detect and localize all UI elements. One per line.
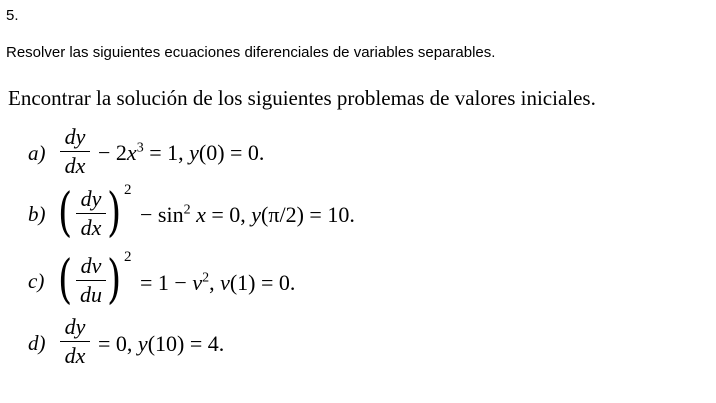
fraction-denominator: dx: [64, 153, 86, 178]
exercise-number: 5.: [6, 7, 19, 24]
right-paren: ): [107, 183, 122, 243]
eq-exponent: 2: [183, 202, 191, 218]
problem-c: [28, 251, 428, 311]
problem-label: b): [28, 202, 46, 226]
fraction-denominator: dx: [64, 343, 86, 368]
fraction-denominator: du: [80, 282, 102, 307]
fraction-numerator: dy: [80, 186, 102, 211]
derivative-fraction: [76, 253, 106, 308]
eq-var: v: [192, 270, 203, 295]
fraction-bar: [60, 151, 90, 152]
eq-text: = 1,: [143, 140, 190, 165]
eq-text: = 1 −: [140, 270, 193, 295]
eq-text: (10) = 4.: [147, 331, 225, 356]
eq-var: y: [137, 331, 148, 356]
exercise-instruction: Resolver las siguientes ecuaciones diferenciales de variables separables.: [6, 44, 496, 61]
fraction-bar: [76, 213, 106, 214]
eq-text: (1) = 0.: [229, 270, 296, 295]
equation-rest: [140, 270, 295, 296]
fraction-numerator: dy: [64, 314, 86, 339]
fraction-numerator: dv: [80, 253, 102, 278]
right-paren: ): [107, 250, 122, 310]
eq-text: = 0,: [98, 331, 138, 356]
eq-text: − sin: [140, 202, 184, 227]
problem-label: c): [28, 269, 45, 293]
eq-var: y: [189, 140, 199, 165]
derivative-fraction: [60, 124, 90, 179]
eq-exponent: 2: [202, 270, 210, 286]
equation-rest: [98, 140, 264, 166]
eq-var: x: [196, 202, 206, 227]
fraction-numerator: dy: [64, 124, 86, 149]
eq-text: (0) = 0.: [198, 140, 265, 165]
problem-a: [28, 124, 428, 184]
equation-rest: [98, 331, 224, 357]
eq-var: v: [220, 270, 230, 295]
fraction-bar: [60, 341, 90, 342]
eq-var: x: [126, 140, 137, 165]
problem-b: [28, 182, 448, 245]
left-paren: (: [58, 183, 73, 243]
eq-exponent: 3: [136, 140, 144, 156]
fraction-denominator: dx: [80, 215, 102, 240]
problem-d: [28, 314, 328, 374]
eq-text: = 0,: [205, 202, 252, 227]
fraction-bar: [76, 280, 106, 281]
eq-text: − 2: [98, 140, 127, 165]
left-paren: (: [58, 250, 73, 310]
problem-intro: Encontrar la solución de los siguientes problemas de valores iniciales.: [8, 86, 596, 110]
eq-text: (π/2) = 10.: [261, 202, 355, 227]
problem-label: a): [28, 141, 46, 165]
eq-var: y: [251, 202, 262, 227]
problem-label: d): [28, 331, 46, 355]
derivative-fraction: [76, 186, 106, 241]
equation-rest: [140, 202, 355, 228]
eq-text: ,: [209, 270, 221, 295]
power-label: 2: [124, 182, 132, 198]
derivative-fraction: [60, 314, 90, 369]
power-label: 2: [124, 249, 132, 265]
